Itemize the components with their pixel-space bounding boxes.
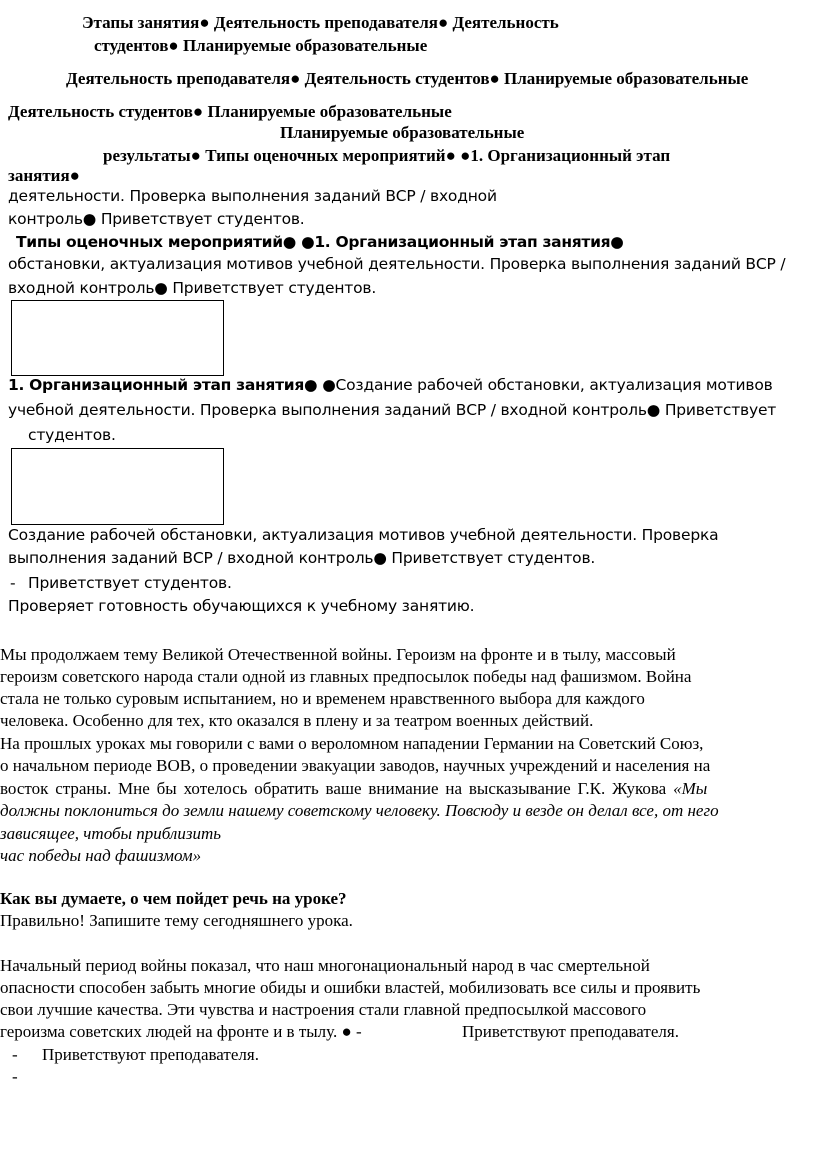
quote-line-1: должны поклониться до земли нашему советскому человеку. Повсюду и везде он делал все, от него bbox=[0, 801, 719, 820]
stage-line-2: контроль● Приветствует студентов. bbox=[8, 210, 305, 228]
empty-box-1 bbox=[11, 300, 224, 376]
para1-line-3: стала не только суровым испытанием, но и временем нравственного выбора для каждого bbox=[0, 689, 645, 708]
header-line-1: Этапы занятия● Деятельность преподавателя● Деятельность bbox=[82, 13, 559, 32]
stage-line-10: выполнения заданий ВСР / входной контроль● Приветствует студентов. bbox=[8, 549, 596, 567]
header-line-7: занятия● bbox=[8, 166, 80, 185]
stage-line-7: учебной деятельности. Проверка выполнения заданий ВСР / входной контроль● Приветствует bbox=[8, 401, 777, 419]
stage-line-9: Создание рабочей обстановки, актуализация мотивов учебной деятельности. Проверка bbox=[8, 526, 719, 544]
stage-line-1: деятельности. Проверка выполнения заданий ВСР / входной bbox=[8, 187, 497, 205]
para3-line-3: свои лучшие качества. Эти чувства и настроения стали главной предпосылкой массового bbox=[0, 1000, 647, 1019]
para3-line-1: Начальный период войны показал, что наш многонациональный народ в час смертельной bbox=[0, 956, 650, 975]
para3-line-4-right: Приветствуют преподавателя. bbox=[462, 1022, 679, 1041]
stage-line-6-rest: Создание рабочей обстановки, актуализация мотивов bbox=[335, 376, 773, 394]
header-line-5: Планируемые образовательные bbox=[280, 123, 525, 142]
stage-line-11-dash: - bbox=[10, 574, 16, 592]
quote-line-3: час победы над фашизмом» bbox=[0, 846, 202, 865]
para2-line-3-text: восток страны. Мне бы хотелось обратить ваше внимание на высказывание Г.К. Жукова bbox=[0, 779, 674, 798]
para3-line-2: опасности способен забыть многие обиды и ошибки властей, мобилизовать все силы и проявить bbox=[0, 978, 701, 997]
stage-line-3: Типы оценочных мероприятий● ●1. Организационный этап занятия● bbox=[16, 233, 624, 251]
para2-line-1: На прошлых уроках мы говорили с вами о вероломном нападении Германии на Советский Союз, bbox=[0, 734, 704, 753]
para3-line-4: героизма советских людей на фронте и в тылу. ● - bbox=[0, 1022, 362, 1041]
para1-line-1: Мы продолжаем тему Великой Отечественной войны. Героизм на фронте и в тылу, массовый bbox=[0, 645, 676, 664]
quote-line-2: зависящее, чтобы приблизить bbox=[0, 824, 221, 843]
header-line-6: результаты● Типы оценочных мероприятий● ●1. Организационный этап bbox=[103, 146, 671, 165]
dash-1: - bbox=[12, 1045, 18, 1064]
question: Как вы думаете, о чем пойдет речь на уроке? bbox=[0, 889, 347, 908]
header-line-2: студентов● Планируемые образовательные bbox=[94, 36, 428, 55]
header-line-3: Деятельность преподавателя● Деятельность студентов● Планируемые образовательные bbox=[66, 69, 749, 88]
para1-line-2: героизм советского народа стали одной из главных предпосылок победы над фашизмом. Война bbox=[0, 667, 692, 686]
stage-line-6-bold: 1. Организационный этап занятия● ● bbox=[8, 376, 336, 394]
stage-line-4: обстановки, актуализация мотивов учебной деятельности. Проверка выполнения заданий ВСР / bbox=[8, 255, 786, 273]
greet-line: Приветствуют преподавателя. bbox=[42, 1045, 259, 1064]
header-line-4: Деятельность студентов● Планируемые образовательные bbox=[8, 102, 452, 121]
dash-2: - bbox=[12, 1067, 18, 1086]
stage-line-11: Приветствует студентов. bbox=[28, 574, 232, 592]
quote-start: «Мы bbox=[673, 779, 708, 798]
stage-line-6 bbox=[8, 377, 773, 395]
answer: Правильно! Запишите тему сегодняшнего урока. bbox=[0, 911, 353, 930]
stage-line-12: Проверяет готовность обучающихся к учебному занятию. bbox=[8, 597, 475, 615]
para2-line-3 bbox=[0, 779, 707, 799]
empty-box-2 bbox=[11, 448, 224, 525]
stage-line-8: студентов. bbox=[28, 426, 116, 444]
stage-line-5: входной контроль● Приветствует студентов. bbox=[8, 279, 377, 297]
para2-line-2: о начальном периоде ВОВ, о проведении эвакуации заводов, научных учреждений и населения на bbox=[0, 756, 711, 775]
para1-line-4: человека. Особенно для тех, кто оказался в плену и за театром военных действий. bbox=[0, 711, 594, 730]
